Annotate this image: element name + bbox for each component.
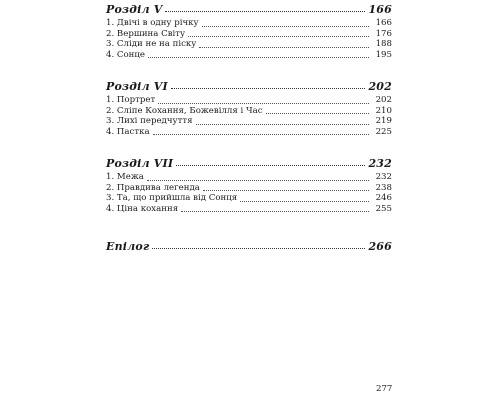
toc-entry <box>106 193 392 204</box>
section-page: 202 <box>368 80 392 93</box>
entry-label: 2. Правдива легенда <box>106 182 200 193</box>
epilogue-heading <box>106 240 392 254</box>
dot-leader <box>203 190 369 191</box>
entry-page: 219 <box>375 116 392 127</box>
entry-label: 4. Ціна кохання <box>106 203 179 214</box>
entry-label: 3. Сліди не на піску <box>106 39 197 50</box>
entry-page: 238 <box>375 182 392 193</box>
entry-label: 2. Сліпе Кохання, Божевілля і Час <box>106 105 263 116</box>
dot-leader <box>165 11 365 12</box>
dot-leader <box>240 201 369 202</box>
entry-page: 176 <box>375 28 392 39</box>
toc-entry <box>106 183 392 194</box>
dot-leader <box>266 113 369 114</box>
dot-leader <box>196 124 369 125</box>
dot-leader <box>202 26 369 27</box>
entry-label: 1. Портрет <box>106 95 156 105</box>
dot-leader <box>147 180 369 181</box>
toc-epilogue <box>106 240 392 254</box>
dot-leader <box>171 88 366 89</box>
toc-entry <box>106 127 392 138</box>
section-heading <box>106 3 392 17</box>
entry-page: 225 <box>375 126 392 137</box>
toc-entry <box>106 18 392 29</box>
entry-label: 3. Лихі передчуття <box>106 116 193 127</box>
section-page: 232 <box>368 157 392 170</box>
toc-section-5 <box>106 3 392 60</box>
chapter-list <box>106 95 392 137</box>
toc-entry <box>106 172 392 183</box>
entry-label: 1. Межа <box>106 172 144 182</box>
toc-section-7 <box>106 157 392 214</box>
toc-entry <box>106 50 392 61</box>
section-title: Розділ VI <box>106 80 168 93</box>
epilogue-page: 266 <box>368 240 392 253</box>
entry-page: 195 <box>375 49 392 60</box>
dot-leader <box>199 47 369 48</box>
entry-page: 188 <box>375 39 392 50</box>
toc-entry <box>106 39 392 50</box>
chapter-list <box>106 18 392 60</box>
dot-leader <box>153 134 369 135</box>
section-heading <box>106 80 392 94</box>
dot-leader <box>158 103 369 104</box>
section-title: Розділ V <box>106 3 163 16</box>
toc-entry <box>106 116 392 127</box>
entry-page: 232 <box>375 172 392 182</box>
section-heading <box>106 157 392 171</box>
entry-page: 202 <box>375 95 392 105</box>
dot-leader <box>181 211 369 212</box>
entry-page: 246 <box>375 193 392 204</box>
entry-label: 4. Сонце <box>106 49 146 60</box>
section-title: Розділ VII <box>106 157 174 170</box>
dot-leader <box>176 165 365 166</box>
page-number: 277 <box>376 384 393 394</box>
dot-leader <box>188 36 369 37</box>
dot-leader <box>148 57 369 58</box>
entry-label: 2. Вершина Світу <box>106 28 186 39</box>
toc-entry <box>106 95 392 106</box>
toc-entry <box>106 29 392 40</box>
entry-page: 255 <box>375 203 392 214</box>
entry-label: 4. Пастка <box>106 126 150 137</box>
entry-label: 3. Та, що прийшла від Сонця <box>106 193 238 204</box>
entry-label: 1. Двічі в одну річку <box>106 18 199 28</box>
entry-page: 210 <box>375 105 392 116</box>
toc-entry <box>106 106 392 117</box>
dot-leader <box>152 248 365 249</box>
toc-entry <box>106 204 392 215</box>
chapter-list <box>106 172 392 214</box>
entry-page: 166 <box>375 18 392 28</box>
toc-section-6 <box>106 80 392 137</box>
section-page: 166 <box>368 3 392 16</box>
epilogue-title: Епілог <box>106 240 150 253</box>
